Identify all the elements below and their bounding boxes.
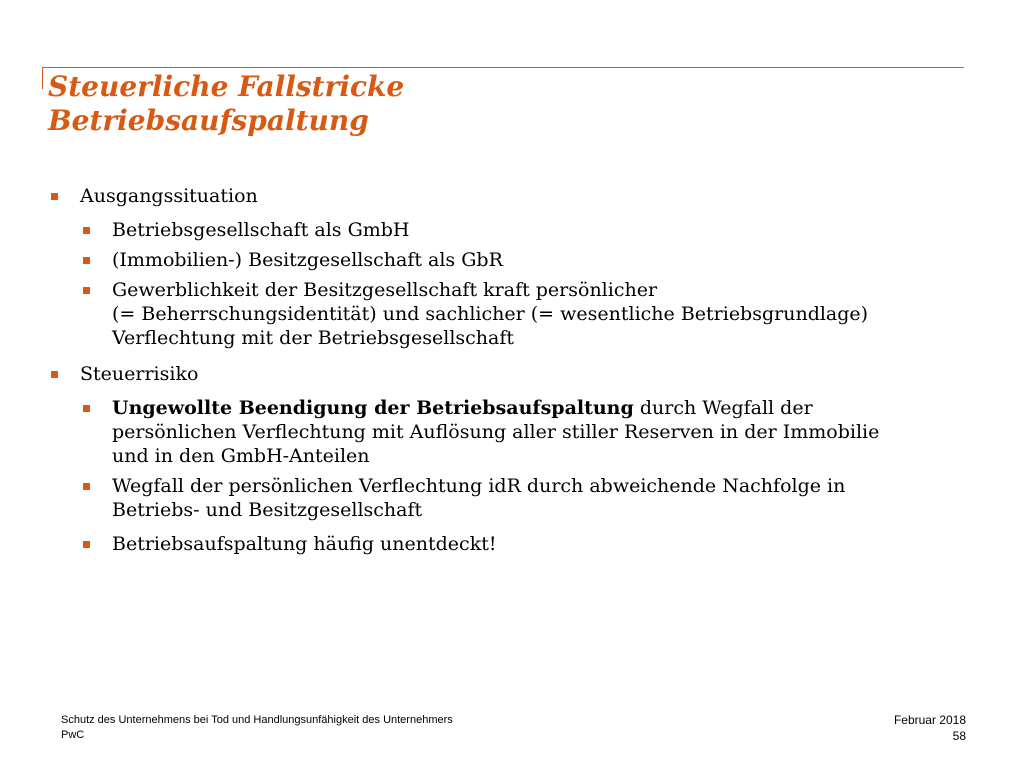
square-bullet-icon (83, 227, 90, 234)
section-ausgangssituation (48, 184, 948, 350)
list-item (80, 396, 948, 468)
slide-title-line-2: Betriebsaufspaltung (48, 104, 369, 137)
slide-content (48, 184, 948, 568)
list-item-text (112, 396, 948, 420)
slide-title-line-1: Steuerliche Fallstricke (48, 70, 405, 103)
section-heading: Steuerrisiko (80, 363, 199, 385)
list-item-text: Wegfall der persönlichen Verflechtung idR durch abweichende Nachfolge in (112, 475, 846, 497)
footer-company: PwC (61, 729, 85, 741)
list-item-text: Betriebsgesellschaft als GmbH (112, 219, 410, 241)
emphasis-text: Ungewollte Beendigung der Betriebsaufspaltung (112, 397, 634, 419)
list-item (80, 532, 948, 556)
square-bullet-icon (83, 541, 90, 548)
list-item (80, 248, 948, 272)
list-item-text: persönlichen Verflechtung mit Auflösung aller stiller Reserven in der Immobilie (112, 421, 880, 443)
square-bullet-icon (83, 405, 90, 412)
title-rule (42, 67, 964, 68)
footer-left (61, 713, 453, 743)
list-item-text: Betriebs- und Besitzgesellschaft (112, 499, 423, 521)
list-item-text-rest: durch Wegfall der (633, 397, 813, 419)
footer-right (894, 712, 966, 744)
list-item (80, 218, 948, 242)
list-item-text: (Immobilien-) Besitzgesellschaft als GbR (112, 249, 503, 271)
list-item-text: und in den GmbH-Anteilen (112, 445, 370, 467)
title-corner-mark (42, 67, 43, 89)
square-bullet-icon (51, 193, 58, 200)
square-bullet-icon (51, 371, 58, 378)
footer-subtitle: Schutz des Unternehmens bei Tod und Handlungsunfähigkeit des Unternehmers (61, 714, 453, 726)
sub-bullet-list (80, 396, 948, 556)
section-heading: Ausgangssituation (80, 185, 258, 207)
bullet-list (48, 184, 948, 556)
square-bullet-icon (83, 257, 90, 264)
list-item-text: Gewerblichkeit der Besitzgesellschaft kraft persönlicher (112, 279, 658, 301)
page-number: 58 (952, 729, 966, 743)
square-bullet-icon (83, 483, 90, 490)
section-steuerrisiko (48, 362, 948, 556)
sub-bullet-list (80, 218, 948, 350)
list-item (80, 474, 948, 522)
slide-title (48, 70, 404, 138)
list-item-text: Betriebsaufspaltung häufig unentdeckt! (112, 533, 497, 555)
list-item-text: Verflechtung mit der Betriebsgesellschaft (112, 327, 515, 349)
list-item (80, 278, 948, 350)
square-bullet-icon (83, 287, 90, 294)
footer-date: Februar 2018 (893, 713, 966, 727)
list-item-text: (= Beherrschungsidentität) und sachlicher (= wesentliche Betriebsgrundlage) (112, 303, 869, 325)
